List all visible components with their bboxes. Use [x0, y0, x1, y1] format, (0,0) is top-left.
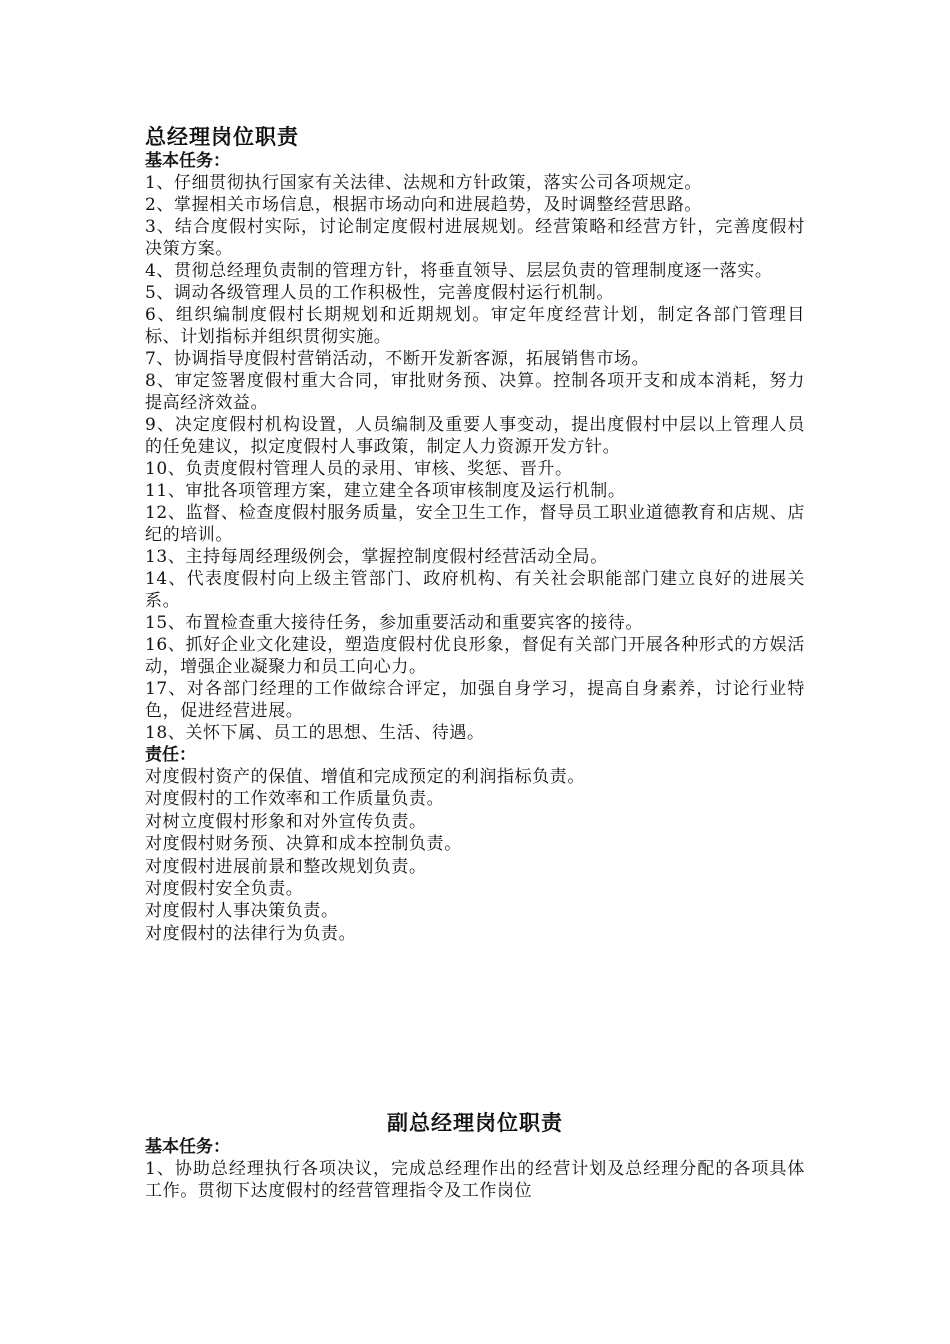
gm-task-item: 13、主持每周经理级例会，掌握控制度假村经营活动全局。	[145, 547, 608, 567]
gm-task-item: 5、调动各级管理人员的工作积极性，完善度假村运行机制。	[145, 283, 615, 303]
gm-resp-item: 对度假村财务预、决算和成本控制负责。	[145, 834, 462, 855]
gm-task-item: 11、审批各项管理方案，建立建全各项审核制度及运行机制。	[145, 481, 626, 501]
vgm-title: 副总经理岗位职责	[387, 1110, 563, 1135]
gm-task-item: 17、对各部门经理的工作做综合评定，加强自身学习，提高自身素养，讨论行业特色，促进经营进展。	[145, 679, 805, 721]
gm-title: 总经理岗位职责	[145, 124, 299, 149]
gm-task-item: 18、关怀下属、员工的思想、生活、待遇。	[145, 723, 485, 743]
gm-task-item: 3、结合度假村实际，讨论制定度假村进展规划。经营策略和经营方针，完善度假村决策方案。	[145, 217, 805, 259]
gm-task-item: 15、布置检查重大接待任务，参加重要活动和重要宾客的接待。	[145, 613, 644, 633]
gm-resp-item: 对度假村的法律行为负责。	[145, 923, 357, 944]
gm-task-item: 9、决定度假村机构设置，人员编制及重要人事变动，提出度假村中层以上管理人员的任免建议，拟定度假村人事政策，制定人力资源开发方针。	[145, 415, 805, 457]
vgm-task-item: 1、协助总经理执行各项决议，完成总经理作出的经营计划及总经理分配的各项具体工作。贯彻下达度假村的经营管理指令及工作岗位	[145, 1159, 805, 1201]
gm-tasks-label: 基本任务：	[145, 151, 230, 171]
gm-resp-item: 对树立度假村形象和对外宣传负责。	[145, 811, 427, 832]
gm-task-item: 16、抓好企业文化建设，塑造度假村优良形象，督促有关部门开展各种形式的方娱活动，增强企业凝聚力和员工向心力。	[145, 635, 805, 677]
vgm-tasks-list	[145, 1158, 805, 1202]
gm-task-item: 7、协调指导度假村营销活动，不断开发新客源，拓展销售市场。	[145, 349, 650, 369]
gm-resp-label: 责任：	[145, 745, 196, 765]
gm-task-item: 1、仔细贯彻执行国家有关法律、法规和方针政策，落实公司各项规定。	[145, 173, 703, 193]
gm-resp-item: 对度假村人事决策负责。	[145, 901, 339, 922]
gm-task-item: 6、组织编制度假村长期规划和近期规划。审定年度经营计划，制定各部门管理目标、计划指标并组织贯彻实施。	[145, 305, 805, 347]
gm-tasks-list	[145, 172, 805, 744]
vgm-tasks-label: 基本任务：	[145, 1137, 230, 1157]
gm-resp-item: 对度假村进展前景和整改规划负责。	[145, 856, 427, 877]
gm-task-item: 4、贯彻总经理负责制的管理方针，将垂直领导、层层负责的管理制度逐一落实。	[145, 261, 773, 281]
gm-task-item: 10、负责度假村管理人员的录用、审核、奖惩、晋升。	[145, 459, 573, 479]
gm-resp-item: 对度假村资产的保值、增值和完成预定的利润指标负责。	[145, 767, 585, 787]
gm-resp-list	[145, 766, 805, 945]
gm-resp-item: 对度假村的工作效率和工作质量负责。	[145, 789, 445, 810]
gm-section	[145, 150, 805, 945]
gm-task-item: 8、审定签署度假村重大合同，审批财务预、决算。控制各项开支和成本消耗，努力提高经济效益。	[145, 371, 805, 413]
gm-resp-item: 对度假村安全负责。	[145, 879, 304, 900]
gm-task-item: 12、监督、检查度假村服务质量，安全卫生工作，督导员工职业道德教育和店规、店纪的培训。	[145, 503, 805, 545]
gm-task-item: 14、代表度假村向上级主管部门、政府机构、有关社会职能部门建立良好的进展关系。	[145, 569, 805, 611]
gm-task-item: 2、掌握相关市场信息，根据市场动向和进展趋势，及时调整经营思路。	[145, 195, 703, 215]
vgm-section	[145, 1136, 805, 1202]
